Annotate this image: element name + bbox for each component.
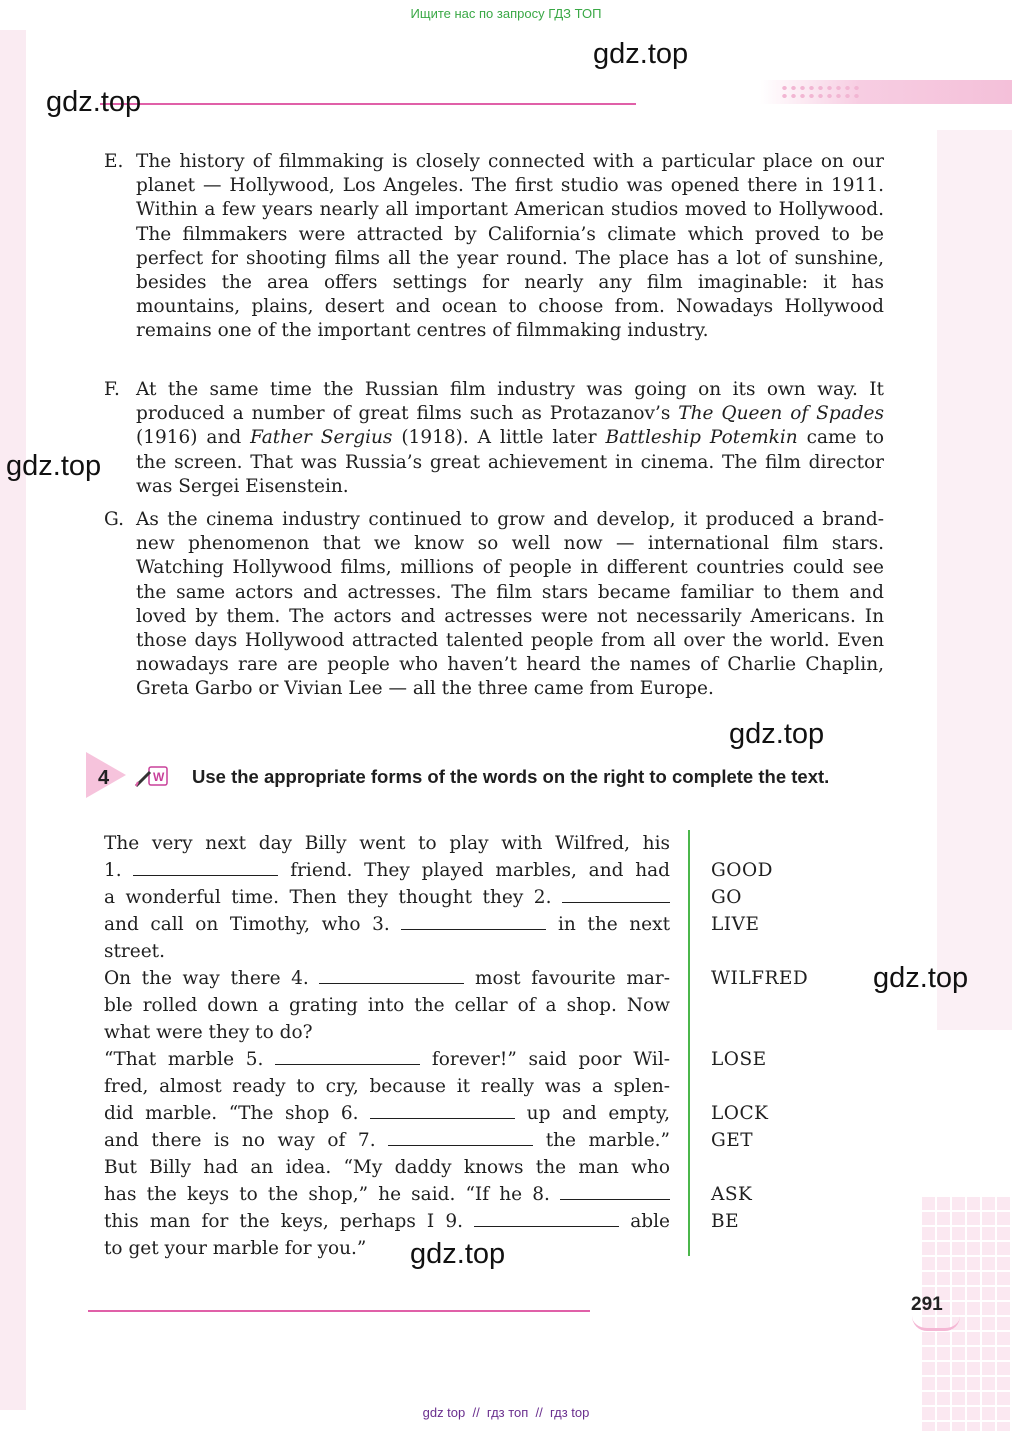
answer-blank-7[interactable] [388, 1129, 533, 1146]
paragraph-text: As the cinema industry continued to grow and develop, it produced a brand-new phenomenon that we know so well now — international film stars. Watching Hollywood films, millions of people in different countries could see the same actors and actresses. The film stars became familiar to them and loved by them. The actors and actresses were not necessarily Americans. In those days Hollywood attracted talented people from all over the world. Even nowadays rare are people who haven’t heard the names of Charlie Chaplin, Greta Garbo or Vivian Lee — all the three came from Europe. [136, 509, 884, 700]
pencil-notebook-icon [134, 764, 170, 790]
text-line [104, 830, 670, 857]
text-run: At the same time the Russian film industry was going on its own way. It produced a number of great films such as Protazanov’s [136, 379, 884, 425]
watermark: gdz.top [46, 86, 142, 118]
line-text: But Billy had an idea. “My daddy knows the man who [104, 1157, 670, 1178]
line-text: in the next [557, 914, 671, 935]
line-text: ble rolled down a grating into the cellar of a shop. Now [104, 995, 670, 1016]
task-instruction: Use the appropriate forms of the words on the right to complete the text. [192, 766, 830, 787]
line-text: forever!” said poor Wil- [431, 1049, 670, 1070]
line-text: street. [104, 941, 165, 962]
text-line [104, 965, 670, 992]
column-divider [688, 830, 690, 1256]
line-text: “That marble 5. [104, 1049, 264, 1070]
text-run: (1916) and [136, 427, 251, 449]
text-line [104, 1100, 670, 1127]
text-line [104, 884, 670, 911]
line-text: friend. They played marbles, and had [290, 860, 671, 881]
text-line [104, 1127, 670, 1154]
paragraph-letter: E. [104, 151, 124, 172]
watermark: gdz.top [410, 1238, 506, 1270]
answer-blank-6[interactable] [370, 1102, 515, 1119]
page-number: 291 [911, 1294, 943, 1315]
left-margin-pattern [0, 30, 26, 1410]
word-cue: LOSE [711, 1049, 767, 1070]
word-cue: LIVE [711, 914, 760, 935]
line-text: what were they to do? [104, 1022, 313, 1043]
header-rule [100, 103, 636, 105]
gap-fill-text [104, 830, 670, 1262]
paragraph-text [136, 378, 884, 499]
answer-blank-9[interactable] [474, 1210, 619, 1227]
text-line [104, 857, 670, 884]
svg-text:W: W [153, 770, 165, 784]
line-text: did marble. “The shop 6. [104, 1103, 359, 1124]
text-line [104, 1073, 670, 1100]
task-number: 4 [98, 767, 110, 789]
text-run: (1918). A little later [392, 427, 606, 449]
task-number-marker [86, 752, 126, 798]
answer-blank-1[interactable] [133, 859, 278, 876]
bottom-note: gdz top // гдз топ // гдз top [422, 1405, 590, 1420]
answer-blank-8[interactable] [560, 1183, 670, 1200]
footer-rule [88, 1310, 590, 1312]
line-text: up and empty, [526, 1103, 670, 1124]
paragraph-letter: F. [104, 379, 120, 400]
film-title: Father Sergius [250, 427, 393, 449]
paragraph-text: The history of filmmaking is closely connected with a particular place on our planet — Hollywood, Los Angeles. The first studio was opened there in 1911. Within a few years nearly all important American studios moved to Hollywood. The filmmakers were attracted by California’s climate which proved to be perfect for shooting films all the year round. The place has a lot of sunshine, besides the area offers settings for nearly any film imaginable: it has mountains, plains, desert and ocean to choose from. Nowadays Hollywood remains one of the important centres of filmmaking industry. [136, 151, 884, 342]
line-text: On the way there 4. [104, 968, 309, 989]
answer-blank-4[interactable] [319, 967, 464, 984]
watermark: gdz.top [6, 450, 102, 482]
line-text: and call on Timothy, who 3. [104, 914, 390, 935]
text-line [104, 1154, 670, 1181]
answer-blank-5[interactable] [275, 1048, 420, 1065]
watermark: gdz.top [593, 38, 689, 70]
text-run: came to the screen. That was Russia’s great achievement in cinema. The film director was Sergei Eisenstein. [136, 427, 884, 497]
text-line [104, 1019, 670, 1046]
line-text: The very next day Billy went to play with Wilfred, his [104, 833, 670, 854]
film-title: The Queen of Spades [678, 403, 885, 425]
line-text: the marble.” [545, 1130, 671, 1151]
line-text: 1. [104, 860, 122, 881]
watermark: gdz.top [873, 962, 969, 994]
answer-blank-2[interactable] [562, 886, 670, 903]
line-text: most favourite mar- [475, 968, 670, 989]
paragraph-f [104, 378, 884, 499]
answer-blank-3[interactable] [401, 913, 546, 930]
text-line [104, 1181, 670, 1208]
word-cue: GOOD [711, 860, 773, 881]
page-number-swoosh [912, 1316, 960, 1331]
word-cue: GET [711, 1130, 754, 1151]
line-text: to get your marble for you.” [104, 1238, 367, 1259]
word-cue: ASK [711, 1184, 753, 1205]
word-cue: LOCK [711, 1103, 769, 1124]
header-pink-band [760, 80, 1012, 104]
paragraph-g [104, 508, 884, 702]
text-line [104, 1208, 670, 1235]
text-line [104, 1046, 670, 1073]
film-title: Battleship Potemkin [605, 427, 798, 449]
paragraph-letter: G. [104, 509, 124, 530]
right-margin-pattern [937, 130, 1012, 1030]
header-dots [780, 84, 862, 100]
line-text: and there is no way of 7. [104, 1130, 376, 1151]
line-text: able [630, 1211, 670, 1232]
word-cue: GO [711, 887, 742, 908]
line-text: a wonderful time. Then they thought they 2. [104, 887, 552, 908]
top-search-note: Ищите нас по запросу ГДЗ ТОП [410, 6, 602, 21]
text-line [104, 1235, 670, 1262]
text-line [104, 992, 670, 1019]
word-cue: WILFRED [711, 968, 809, 989]
line-text: fred, almost ready to cry, because it really was a splen- [104, 1076, 670, 1097]
text-line [104, 938, 670, 965]
text-line [104, 911, 670, 938]
watermark: gdz.top [729, 718, 825, 750]
word-cue: BE [711, 1211, 740, 1232]
line-text: this man for the keys, perhaps I 9. [104, 1211, 463, 1232]
line-text: has the keys to the shop,” he said. “If he 8. [104, 1184, 550, 1205]
paragraph-e [104, 150, 884, 344]
